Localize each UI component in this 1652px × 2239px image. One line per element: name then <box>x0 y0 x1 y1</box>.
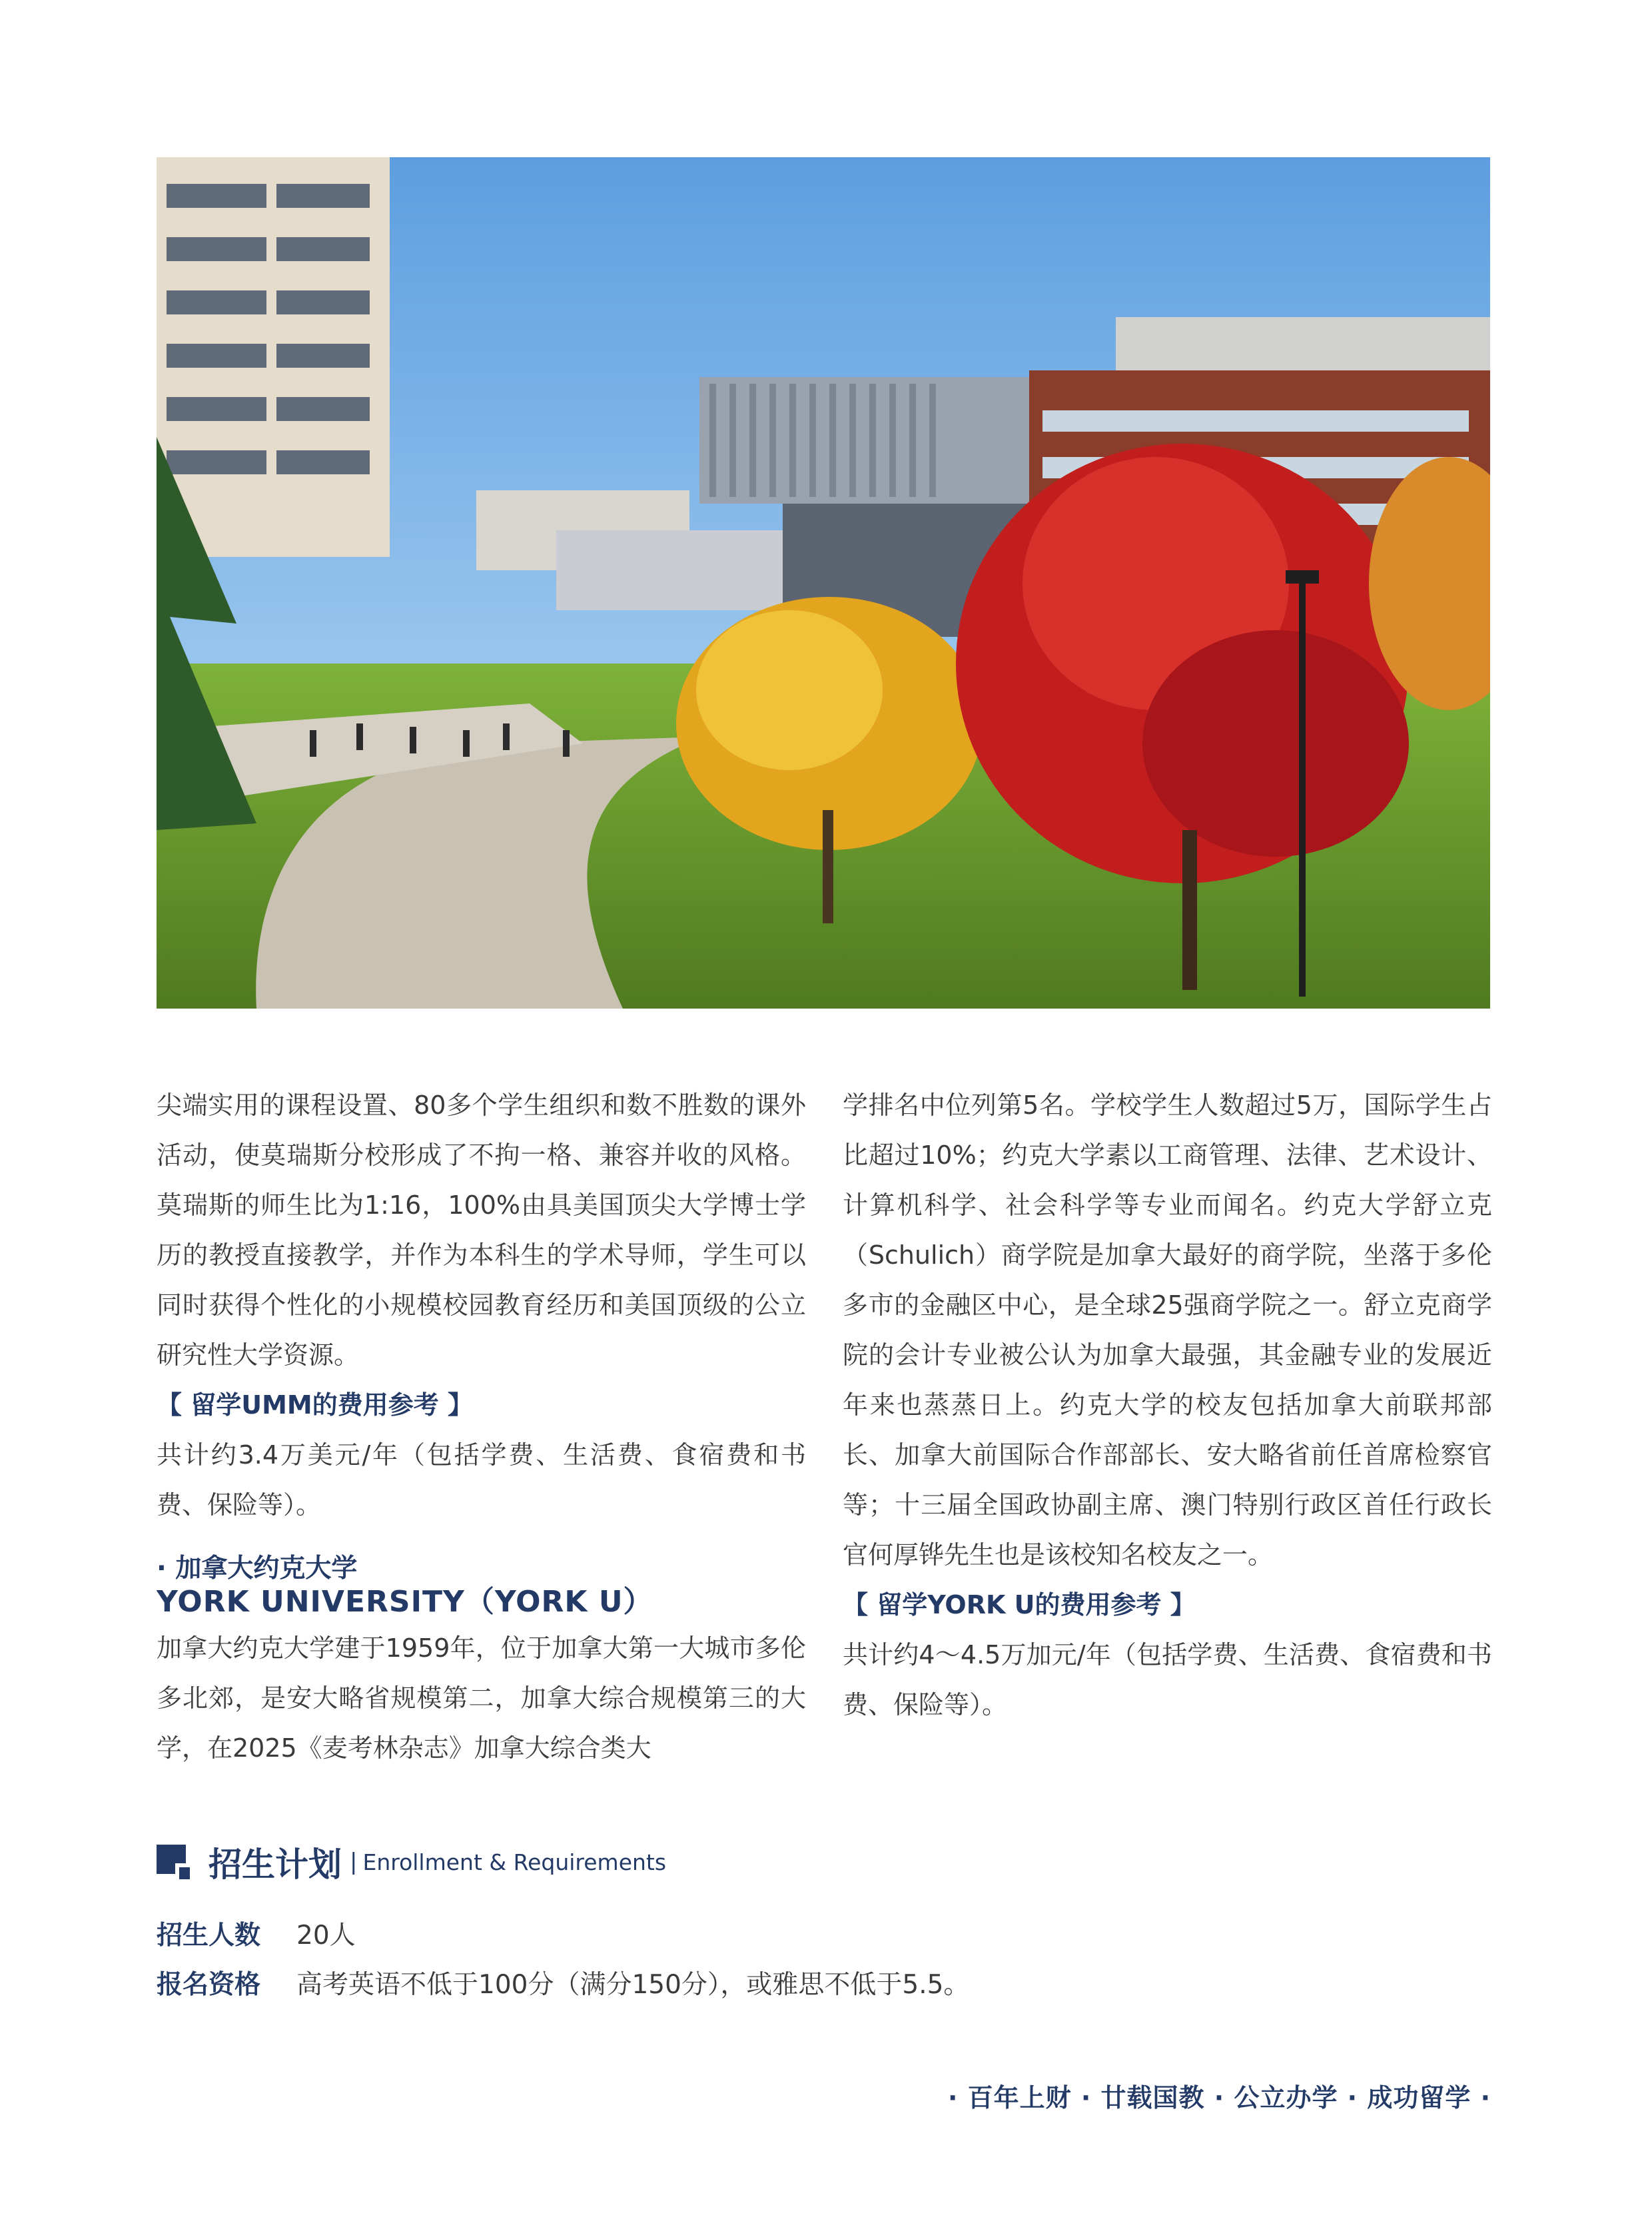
square-bullet-icon <box>157 1845 190 1879</box>
campus-photo <box>157 157 1490 1009</box>
footer-motto: · 百年上财 · 廿载国教 · 公立办学 · 成功留学 · <box>947 2083 1491 2112</box>
york-heading <box>157 1553 806 1619</box>
section-title-en: Enrollment & Requirements <box>362 1849 667 1875</box>
umm-fee-text: 共计约3.4万美元/年（包括学费、生活费、食宿费和书费、保险等）。 <box>157 1440 806 1520</box>
right-column <box>843 1081 1492 1730</box>
enrollment-row-eligibility <box>157 1965 969 2005</box>
enrollment-section-heading <box>157 1839 666 1885</box>
york-fee-text: 共计约4～4.5万加元/年（包括学费、生活费、食宿费和书费、保险等）。 <box>843 1640 1492 1719</box>
section-title-cn: 招生计划 <box>208 1845 342 1884</box>
york-intro-paragraph: 加拿大约克大学建于1959年，位于加拿大第一大城市多伦多北郊，是安大略省规模第二，加拿大综合规模第三的大学，在2025《麦考林杂志》加拿大综合类大 <box>157 1633 806 1763</box>
enrollment-row-quota <box>157 1916 356 1956</box>
york-continued-paragraph: 学排名中位列第5名。学校学生人数超过5万，国际学生占比超过10%；约克大学素以工商管理、法律、艺术设计、计算机科学、社会科学等专业而闻名。约克大学舒立克（Schulich）商学院是加拿大最好的商学院，坐落于多伦多市的金融区中心，是全球25强商学院之一。舒立克商学院的会计专业被公认为加拿大最强，其金融专业的发展近年来也蒸蒸日上。约克大学的校友包括加拿大前联邦部长、加拿大前国际合作部部长、安大略省前任首席检察官等；十三届全国政协副主席、澳门特别行政区首任行政长官何厚铧先生也是该校知名校友之一。 <box>843 1091 1492 1569</box>
quota-value: 20人 <box>296 1921 356 1951</box>
york-name-cn: · 加拿大约克大学 <box>157 1554 358 1583</box>
eligibility-label: 报名资格 <box>157 1970 261 2000</box>
york-fee-heading: 【 留学YORK U的费用参考 】 <box>843 1590 1196 1619</box>
umm-intro-paragraph: 尖端实用的课程设置、80多个学生组织和数不胜数的课外活动，使莫瑞斯分校形成了不拘一格、兼容并收的风格。莫瑞斯的师生比为1:16，100%由具美国顶尖大学博士学历的教授直接教学，并作为本科生的学术导师，学生可以同时获得个性化的小规模校园教育经历和美国顶级的公立研究性大学资源。 <box>157 1091 806 1370</box>
left-column <box>157 1081 806 1773</box>
umm-fee-heading: 【 留学UMM的费用参考 】 <box>157 1390 473 1420</box>
quota-label: 招生人数 <box>157 1921 261 1951</box>
york-name-en: YORK UNIVERSITY（YORK U） <box>157 1585 653 1619</box>
section-separator: | <box>350 1849 358 1875</box>
eligibility-value: 高考英语不低于100分（满分150分），或雅思不低于5.5。 <box>296 1970 970 2000</box>
